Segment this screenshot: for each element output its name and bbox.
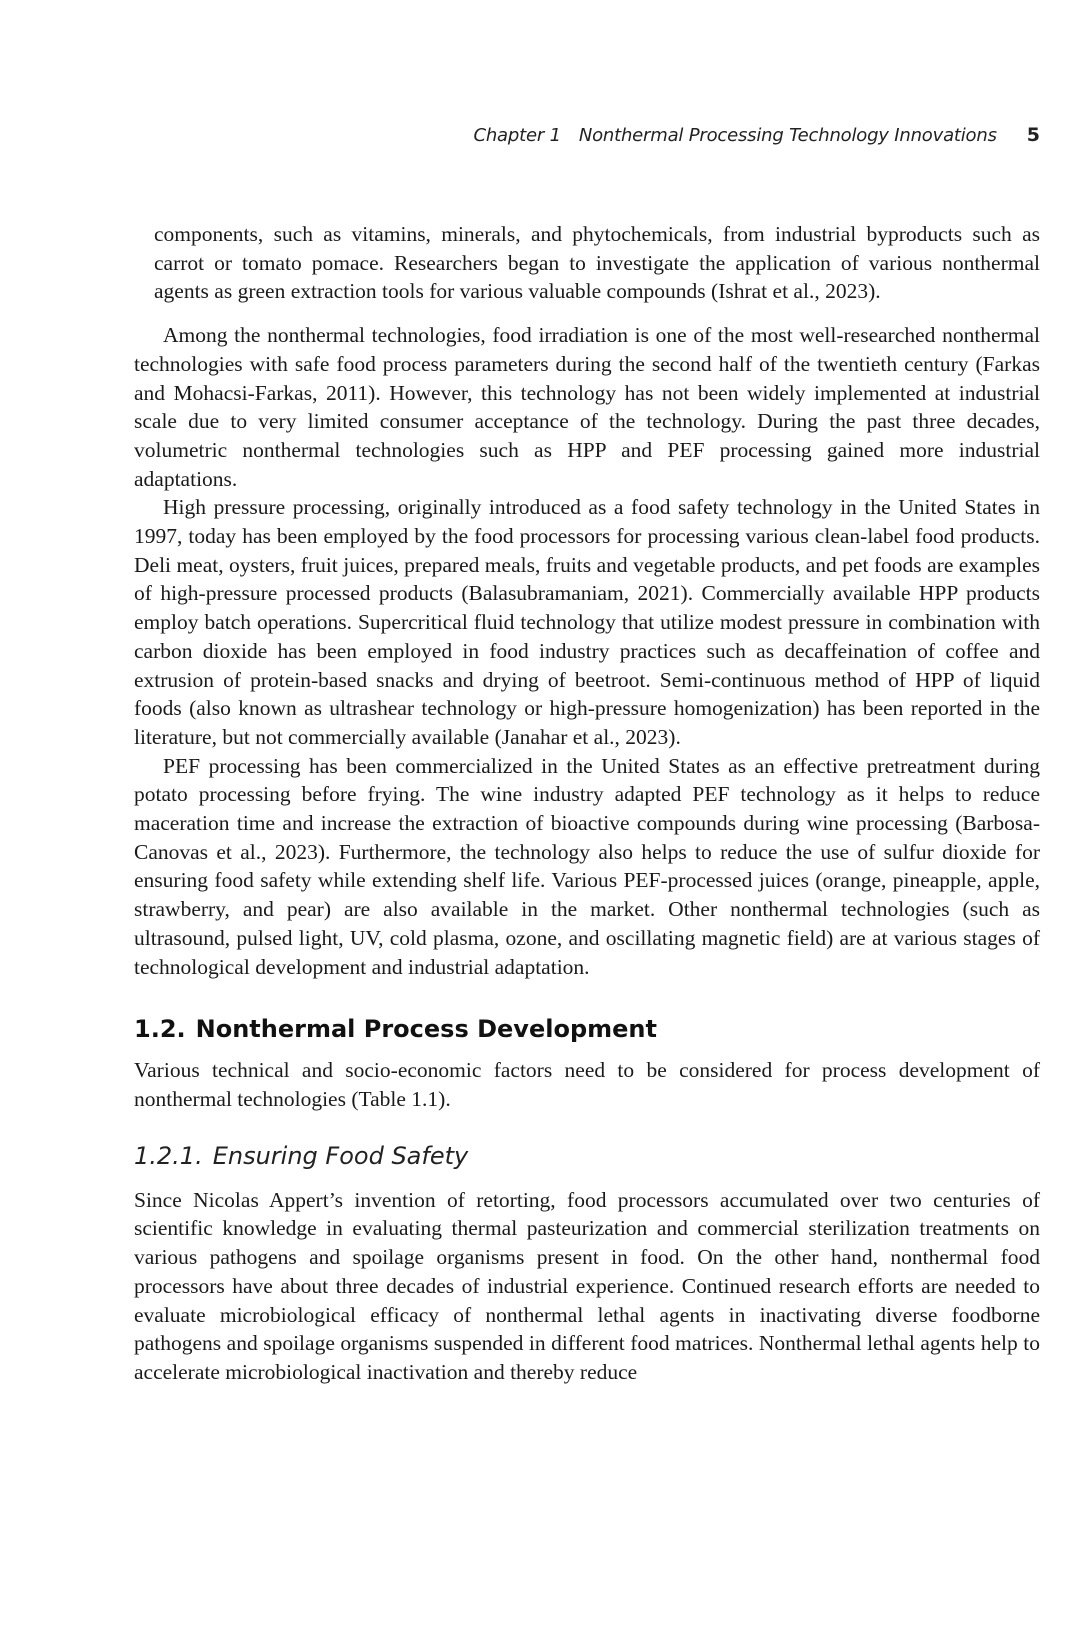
running-head — [400, 124, 1040, 146]
paragraph-high-pressure: High pressure processing, originally introduced as a food safety technology in the United States in 1997, today has been employed by the food processors for processing various clean-label food products. Deli meat, oysters, fruit juices, prepared meals, fruits and vegetable products, and pet foods are examples of high-pressure processed products (Balasubramaniam, 2021). Commercially available HPP products employ batch operations. Supercritical fluid technology that utilize modest pressure in combination with carbon dioxide has been employed in food industry practices such as decaffeination of coffee and extrusion of protein-based snacks and drying of beetroot. Semi-continuous method of HPP of liquid foods (also known as ultrashear technology or high-pressure homogenization) has been reported in the literature, but not commercially available (Janahar et al., 2023). — [134, 495, 1040, 749]
running-head-chapter: Chapter 1 — [473, 125, 561, 146]
page-body — [134, 220, 1040, 1387]
subsection-number: 1.2.1. — [134, 1141, 203, 1170]
subsection-body-paragraph: Since Nicolas Appert’s invention of retorting, food processors accumulated over two centuries of scientific knowledge in evaluating thermal pasteurization and commercial sterilization treatments on various pathogens and spoilage organisms present in food. On the other hand, nonthermal food processors have about three decades of industrial experience. Continued research efforts are needed to evaluate microbiological efficacy of nonthermal lethal agents in inactivating diverse foodborne pathogens and spoilage organisms suspended in different food matrices. Nonthermal lethal agents help to accelerate microbiological inactivation and thereby reduce — [134, 1187, 1040, 1384]
section-intro-paragraph: Various technical and socio-economic factors need to be considered for process development of nonthermal technologies (Table 1.1). — [134, 1058, 1040, 1111]
paragraph-irradiation: Among the nonthermal technologies, food irradiation is one of the most well-researched nonthermal technologies with safe food process parameters during the second half of the twentieth century (Farkas and Mohacsi-Farkas, 2011). However, this technology has not been widely implemented at industrial scale due to very limited consumer acceptance of the technology. During the past three decades, volumetric nonthermal technologies such as HPP and PEF processing gained more industrial adaptations. — [134, 323, 1040, 491]
subsection-heading-1-2-1 — [134, 1141, 1040, 1171]
section-title: Nonthermal Process Development — [195, 1015, 657, 1044]
paragraph-continued: components, such as vitamins, minerals, and phytochemicals, from industrial byproducts such as carrot or tomato pomace. Researchers began to investigate the application of various nonthermal agents as green extraction tools for various valuable compounds (Ishrat et al., 2023). — [154, 222, 1040, 304]
section-heading-1-2 — [134, 1014, 1040, 1044]
page-number: 5 — [1026, 124, 1040, 146]
section-number: 1.2. — [134, 1015, 186, 1044]
running-head-title: Nonthermal Processing Technology Innovations — [578, 125, 997, 146]
subsection-title: Ensuring Food Safety — [212, 1141, 469, 1170]
paragraph-pef: PEF processing has been commercialized in the United States as an effective pretreatment during potato processing before frying. The wine industry adapted PEF technology as it helps to reduce maceration time and increase the extraction of bioactive compounds during wine processing (Barbosa-Canovas et al., 2023). Furthermore, the technology also helps to reduce the use of sulfur dioxide for ensuring food safety while extending shelf life. Various PEF-processed juices (orange, pineapple, apple, strawberry, and pear) are also available in the market. Other nonthermal technologies (such as ultrasound, pulsed light, UV, cold plasma, ozone, and oscillating magnetic field) are at various stages of technological development and industrial adaptation. — [134, 753, 1040, 979]
